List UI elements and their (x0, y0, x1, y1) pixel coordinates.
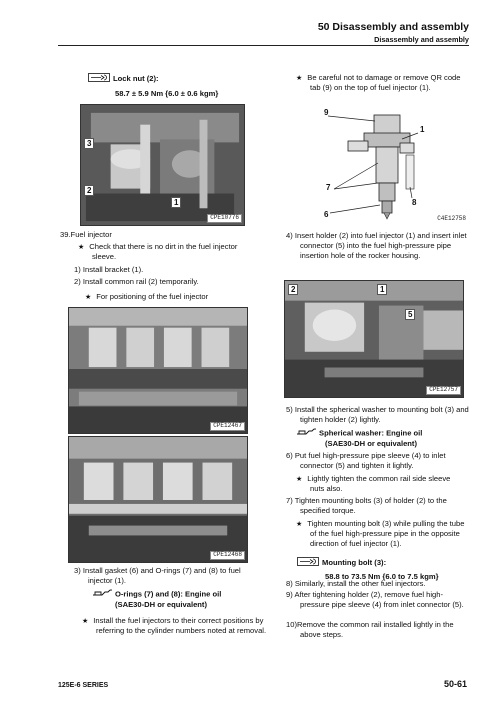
star-icon (296, 474, 307, 483)
o-ring-oil: O-rings (7) and (8): Engine oil (SAE30-DH or equivalent) (92, 589, 262, 610)
step-39-1: 1) Install bracket (1). (74, 265, 144, 274)
callout-1: 1 (171, 197, 181, 208)
washer-oil: Spherical washer: Engine oil (SAE30-DH or equivalent) (296, 428, 471, 449)
step-39-heading: 39.Fuel injector (60, 230, 112, 239)
lock-nut-label: Lock nut (2): (113, 74, 159, 84)
step-39-3: 3) Install gasket (6) and O-rings (7) and (8) to fuel injector (1). (74, 566, 241, 586)
step-39-note: ★ Check that there is no dirt in the fuel injector sleeve. (78, 242, 263, 262)
torque-wrench-icon (88, 73, 110, 85)
callout-8: 8 (412, 198, 417, 207)
photo-code: CPE12467 (210, 422, 245, 431)
callout-7: 7 (326, 183, 331, 192)
lock-nut-value: 58.7 ± 5.9 Nm {6.0 ± 0.6 kgm} (115, 89, 219, 99)
callout-2: 2 (288, 284, 298, 295)
series-label: 125E-6 SERIES (58, 682, 109, 689)
diagram-fuel-injector (300, 103, 470, 225)
torque-wrench-icon (297, 557, 319, 569)
step-4: 4) Insert holder (2) into fuel injector (1) and insert inlet connector (5) into the fuel high-pressure pipe insertion hole of the rocker housing. (286, 231, 467, 261)
step-6-note: ★ Lightly tighten the common rail side sleeve nuts also. (296, 474, 466, 494)
star-icon (296, 519, 307, 528)
photo-code: CPE10776 (207, 214, 242, 223)
step-7-note: ★ Tighten mounting bolt (3) while pulling the tube of the fuel high-pressure pipe in the opposite direction of fuel injector (1). (296, 519, 468, 549)
callout-2: 2 (84, 185, 94, 196)
callout-3: 3 (84, 138, 94, 149)
callout-6: 6 (324, 210, 329, 219)
star-icon (296, 73, 307, 82)
step-9: 9) After tightening holder (2), remove fuel high-pressure pipe sleeve (4) from inlet connector (5). (286, 590, 464, 610)
callout-5: 5 (405, 309, 415, 320)
header-divider (58, 45, 469, 46)
mounting-bolt-torque: Mounting bolt (3): 58.8 to 73.5 Nm {6.0 to 7.5 kgm} (297, 557, 439, 582)
oil-can-icon (296, 428, 316, 439)
step-7: 7) Tighten mounting bolts (3) of holder (2) to the specified torque. (286, 496, 447, 516)
star-icon (85, 292, 96, 301)
star-icon (78, 242, 89, 251)
step-10: 10)Remove the common rail installed lightly in the above steps. (286, 620, 454, 640)
photo-lock-nut (80, 104, 245, 226)
lock-nut-torque (88, 73, 218, 99)
step-5: 5) Install the spherical washer to mounting bolt (3) and tighten holder (2) lightly. (286, 405, 469, 425)
oil-can-icon (92, 589, 112, 600)
star-icon (82, 616, 93, 625)
diagram-code: C4E12758 (437, 215, 466, 223)
qr-note: ★ Be careful not to damage or remove QR code tab (9) on the top of fuel injector (1). (296, 73, 471, 93)
callout-9: 9 (324, 108, 329, 117)
section-subtitle: Disassembly and assembly (374, 35, 469, 44)
callout-1: 1 (377, 284, 387, 295)
callout-1: 1 (420, 125, 425, 134)
step-39-2: 2) Install common rail (2) temporarily. (74, 277, 199, 286)
step-6: 6) Put fuel high-pressure pipe sleeve (4) to inlet connector (5) and tighten it lightly. (286, 451, 446, 471)
photo-common-rail (68, 436, 248, 563)
photo-code: CPE12757 (426, 386, 461, 395)
photo-code: CPE12468 (210, 551, 245, 560)
step-39-2-note: ★ For positioning of the fuel injector (85, 292, 265, 302)
page-number: 50-61 (443, 679, 467, 689)
step-39-3-note: ★ Install the fuel injectors to their correct positions by referring to the cylinder numbers noted at removal. (82, 616, 267, 636)
section-title: 50 Disassembly and assembly (317, 21, 469, 33)
photo-bracket (68, 307, 248, 434)
photo-holder (284, 280, 464, 398)
step-8: 8) Similarly, install the other fuel injectors. (286, 579, 426, 588)
